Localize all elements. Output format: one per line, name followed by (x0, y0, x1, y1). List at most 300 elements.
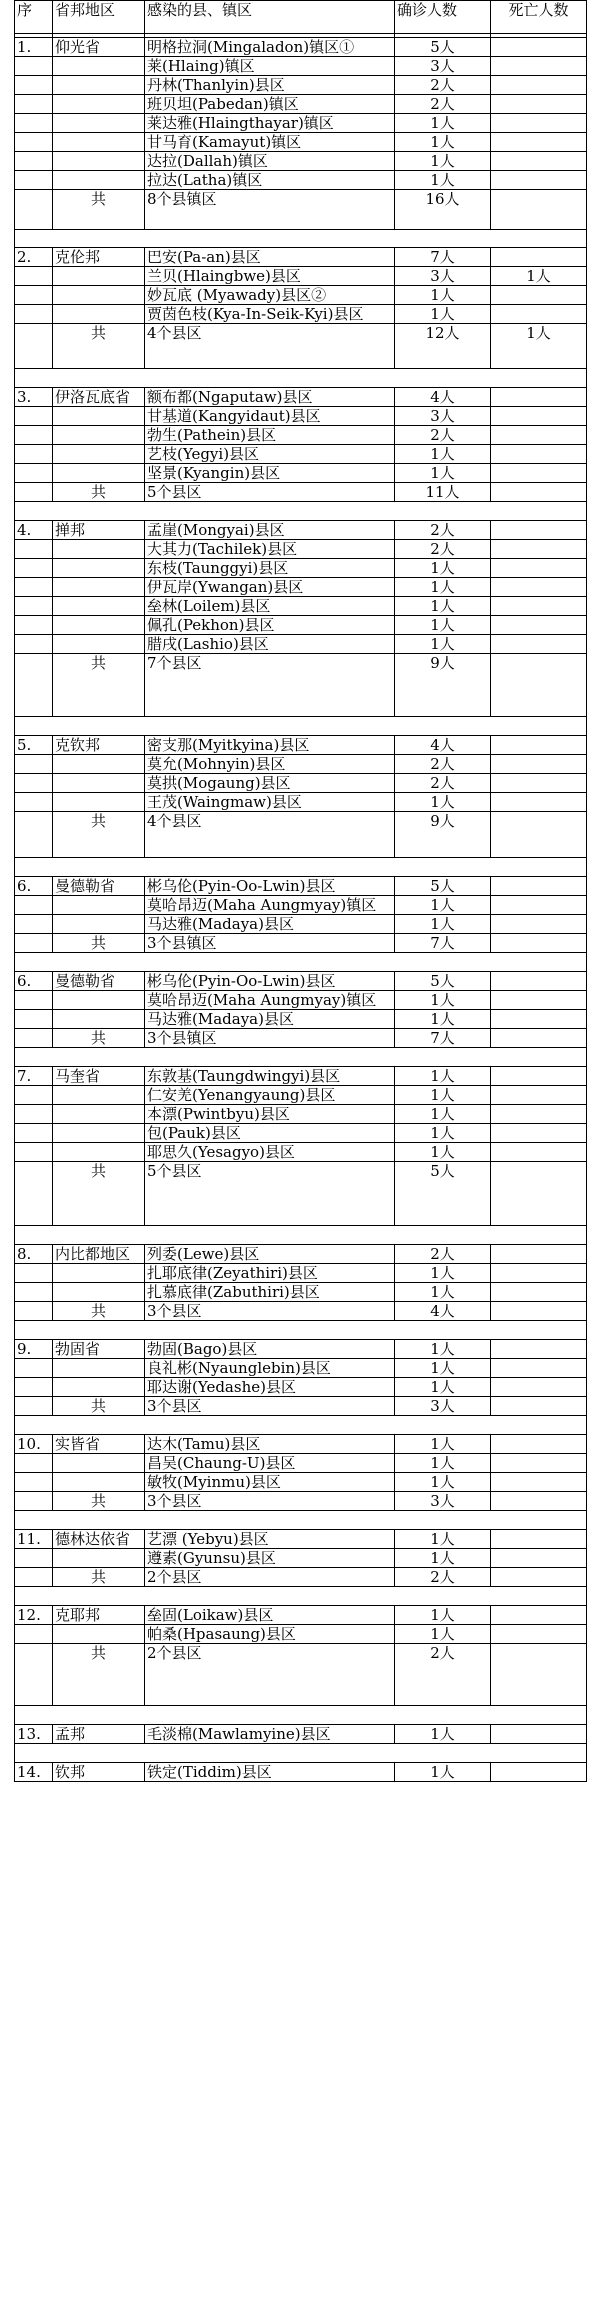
deaths-count (491, 793, 587, 812)
region-name (53, 1264, 145, 1283)
county-name: 耶达谢(Yedashe)县区 (145, 1378, 395, 1397)
region-name (53, 426, 145, 445)
row-number (15, 540, 53, 559)
row-number (15, 286, 53, 305)
region-name (53, 1086, 145, 1105)
deaths-count (491, 1359, 587, 1378)
cases-count: 1人 (395, 597, 491, 616)
gap-row (15, 1587, 587, 1606)
total-row (15, 1397, 587, 1416)
total-county-count: 5个县区 (145, 1162, 395, 1226)
row-number (15, 578, 53, 597)
cases-count: 1人 (395, 616, 491, 635)
table-row (15, 1606, 587, 1625)
row-number (15, 1264, 53, 1283)
cases-count: 5人 (395, 38, 491, 57)
region-name (53, 1378, 145, 1397)
row-number (15, 1625, 53, 1644)
cases-count: 1人 (395, 793, 491, 812)
county-name: 彬乌伦(Pyin-Oo-Lwin)县区 (145, 877, 395, 896)
gap-cell (15, 230, 587, 248)
total-deaths (491, 1302, 587, 1321)
row-number (15, 171, 53, 190)
region-name: 勃固省 (53, 1340, 145, 1359)
region-name (53, 407, 145, 426)
deaths-count (491, 635, 587, 654)
row-number (15, 114, 53, 133)
total-county-count: 3个县区 (145, 1302, 395, 1321)
total-deaths (491, 1492, 587, 1511)
total-county-count: 7个县区 (145, 654, 395, 717)
gap-row (15, 369, 587, 388)
row-number (15, 1010, 53, 1029)
county-name: 昌吴(Chaung-U)县区 (145, 1454, 395, 1473)
table-row (15, 1625, 587, 1644)
cases-count: 1人 (395, 1625, 491, 1644)
county-name: 甘基道(Kangyidaut)县区 (145, 407, 395, 426)
total-deaths (491, 1162, 587, 1226)
gap-row (15, 1706, 587, 1725)
row-number (15, 616, 53, 635)
total-label: 共 (53, 934, 145, 953)
county-name: 王茂(Waingmaw)县区 (145, 793, 395, 812)
region-name (53, 793, 145, 812)
cases-count: 1人 (395, 1549, 491, 1568)
gap-row (15, 1321, 587, 1340)
row-number (15, 464, 53, 483)
gap-cell (15, 858, 587, 877)
total-cases: 9人 (395, 812, 491, 858)
total-number-cell (15, 190, 53, 230)
table-row (15, 991, 587, 1010)
row-number: 9. (15, 1340, 53, 1359)
table-row (15, 133, 587, 152)
deaths-count (491, 388, 587, 407)
cases-count: 1人 (395, 464, 491, 483)
county-name: 彬乌伦(Pyin-Oo-Lwin)县区 (145, 972, 395, 991)
total-cases: 9人 (395, 654, 491, 717)
deaths-count (491, 1763, 587, 1782)
cases-count: 1人 (395, 1340, 491, 1359)
county-name: 额布都(Ngaputaw)县区 (145, 388, 395, 407)
row-number (15, 1378, 53, 1397)
table-row (15, 1530, 587, 1549)
cases-count: 1人 (395, 896, 491, 915)
county-name: 妙瓦底 (Myawady)县区② (145, 286, 395, 305)
header-cases: 确诊人数 (395, 1, 491, 34)
total-number-cell (15, 1162, 53, 1226)
county-name: 扎耶底律(Zeyathiri)县区 (145, 1264, 395, 1283)
county-name: 贾茵色枝(Kya-In-Seik-Kyi)县区 (145, 305, 395, 324)
total-number-cell (15, 324, 53, 369)
total-label: 共 (53, 1302, 145, 1321)
county-name: 丹林(Thanlyin)县区 (145, 76, 395, 95)
cases-count: 2人 (395, 95, 491, 114)
total-county-count: 3个县镇区 (145, 934, 395, 953)
row-number: 1. (15, 38, 53, 57)
county-name: 明格拉洞(Mingaladon)镇区① (145, 38, 395, 57)
region-name: 克耶邦 (53, 1606, 145, 1625)
table-row (15, 248, 587, 267)
region-name: 马奎省 (53, 1067, 145, 1086)
total-number-cell (15, 1302, 53, 1321)
county-name: 达木(Tamu)县区 (145, 1435, 395, 1454)
cases-count: 7人 (395, 248, 491, 267)
cases-count: 1人 (395, 1124, 491, 1143)
cases-count: 1人 (395, 1359, 491, 1378)
deaths-count (491, 877, 587, 896)
row-number (15, 305, 53, 324)
row-number (15, 407, 53, 426)
cases-count: 2人 (395, 521, 491, 540)
gap-row (15, 717, 587, 736)
table-row (15, 1454, 587, 1473)
region-name (53, 76, 145, 95)
region-name (53, 445, 145, 464)
total-county-count: 3个县区 (145, 1492, 395, 1511)
deaths-count (491, 305, 587, 324)
region-name (53, 896, 145, 915)
row-number (15, 95, 53, 114)
region-name (53, 57, 145, 76)
cases-count: 1人 (395, 578, 491, 597)
total-label: 共 (53, 1644, 145, 1706)
gap-row (15, 1511, 587, 1530)
row-number (15, 793, 53, 812)
gap-cell (15, 717, 587, 736)
total-row (15, 1644, 587, 1706)
deaths-count (491, 1264, 587, 1283)
row-number: 7. (15, 1067, 53, 1086)
header-county: 感染的县、镇区 (145, 1, 395, 34)
row-number (15, 57, 53, 76)
cases-count: 1人 (395, 1530, 491, 1549)
deaths-count (491, 540, 587, 559)
deaths-count (491, 1067, 587, 1086)
total-cases: 11人 (395, 483, 491, 502)
region-name: 仰光省 (53, 38, 145, 57)
cases-count: 1人 (395, 1067, 491, 1086)
row-number: 2. (15, 248, 53, 267)
region-name: 曼德勒省 (53, 877, 145, 896)
deaths-count (491, 445, 587, 464)
deaths-count (491, 171, 587, 190)
total-label: 共 (53, 1568, 145, 1587)
row-number: 3. (15, 388, 53, 407)
deaths-count (491, 597, 587, 616)
total-number-cell (15, 1492, 53, 1511)
gap-cell (15, 1321, 587, 1340)
gap-cell (15, 502, 587, 521)
row-number: 14. (15, 1763, 53, 1782)
cases-count: 1人 (395, 152, 491, 171)
deaths-count (491, 972, 587, 991)
county-name: 东枝(Taunggyi)县区 (145, 559, 395, 578)
region-name: 德林达依省 (53, 1530, 145, 1549)
table-row (15, 171, 587, 190)
total-deaths (491, 1644, 587, 1706)
total-cases: 12人 (395, 324, 491, 369)
table-row (15, 1359, 587, 1378)
row-number: 12. (15, 1606, 53, 1625)
row-number: 8. (15, 1245, 53, 1264)
table-row (15, 915, 587, 934)
total-number-cell (15, 1568, 53, 1587)
table-row (15, 1143, 587, 1162)
total-deaths: 1人 (491, 324, 587, 369)
region-name (53, 114, 145, 133)
table-row (15, 445, 587, 464)
deaths-count (491, 1340, 587, 1359)
deaths-count (491, 57, 587, 76)
county-name: 孟崖(Mongyai)县区 (145, 521, 395, 540)
cases-count: 1人 (395, 114, 491, 133)
deaths-count (491, 1725, 587, 1744)
deaths-count (491, 736, 587, 755)
cases-count: 1人 (395, 1086, 491, 1105)
total-row (15, 934, 587, 953)
total-row (15, 1302, 587, 1321)
deaths-count (491, 1010, 587, 1029)
region-name (53, 1143, 145, 1162)
region-name (53, 152, 145, 171)
cases-count: 3人 (395, 57, 491, 76)
cases-count: 2人 (395, 774, 491, 793)
table-row (15, 1378, 587, 1397)
table-row (15, 877, 587, 896)
county-name: 巴安(Pa-an)县区 (145, 248, 395, 267)
total-label: 共 (53, 324, 145, 369)
gap-cell (15, 1511, 587, 1530)
total-number-cell (15, 483, 53, 502)
cases-count: 1人 (395, 133, 491, 152)
gap-row (15, 953, 587, 972)
cases-count: 2人 (395, 1245, 491, 1264)
table-row (15, 305, 587, 324)
total-row (15, 324, 587, 369)
table-row (15, 736, 587, 755)
region-name (53, 1105, 145, 1124)
deaths-count (491, 1124, 587, 1143)
table-row (15, 38, 587, 57)
region-name (53, 1454, 145, 1473)
table-row (15, 635, 587, 654)
row-number (15, 915, 53, 934)
region-name (53, 1625, 145, 1644)
cases-count: 1人 (395, 286, 491, 305)
county-name: 班贝坦(Pabedan)镇区 (145, 95, 395, 114)
deaths-count (491, 616, 587, 635)
region-name (53, 597, 145, 616)
table-row (15, 152, 587, 171)
row-number: 13. (15, 1725, 53, 1744)
table-row (15, 426, 587, 445)
county-name: 敏牧(Myinmu)县区 (145, 1473, 395, 1492)
region-name (53, 267, 145, 286)
total-county-count: 4个县区 (145, 812, 395, 858)
row-number: 4. (15, 521, 53, 540)
row-number (15, 76, 53, 95)
total-deaths (491, 934, 587, 953)
row-number (15, 1549, 53, 1568)
total-label: 共 (53, 1029, 145, 1048)
cases-count: 1人 (395, 445, 491, 464)
deaths-count (491, 133, 587, 152)
total-number-cell (15, 934, 53, 953)
header-deaths: 死亡人数 (491, 1, 587, 34)
total-row (15, 483, 587, 502)
deaths-count (491, 1378, 587, 1397)
total-cases: 3人 (395, 1397, 491, 1416)
cases-count: 2人 (395, 426, 491, 445)
region-name: 实皆省 (53, 1435, 145, 1454)
region-name (53, 286, 145, 305)
gap-row (15, 1744, 587, 1763)
gap-row (15, 1226, 587, 1245)
region-name (53, 95, 145, 114)
total-county-count: 2个县区 (145, 1644, 395, 1706)
region-name (53, 635, 145, 654)
deaths-count (491, 1245, 587, 1264)
table-row (15, 114, 587, 133)
county-name: 列委(Lewe)县区 (145, 1245, 395, 1264)
cases-count: 1人 (395, 991, 491, 1010)
row-number: 5. (15, 736, 53, 755)
county-name: 艺漂 (Yebyu)县区 (145, 1530, 395, 1549)
cases-count: 5人 (395, 877, 491, 896)
table-row (15, 1264, 587, 1283)
county-name: 勃固(Bago)县区 (145, 1340, 395, 1359)
total-deaths (491, 190, 587, 230)
deaths-count (491, 1086, 587, 1105)
row-number: 10. (15, 1435, 53, 1454)
total-label: 共 (53, 812, 145, 858)
region-name (53, 991, 145, 1010)
total-cases: 2人 (395, 1644, 491, 1706)
cases-count: 2人 (395, 755, 491, 774)
row-number (15, 1086, 53, 1105)
table-row (15, 1067, 587, 1086)
total-row (15, 1162, 587, 1226)
county-name: 腊戌(Lashio)县区 (145, 635, 395, 654)
region-name (53, 774, 145, 793)
county-name: 佩孔(Pekhon)县区 (145, 616, 395, 635)
deaths-count (491, 896, 587, 915)
table-row (15, 1473, 587, 1492)
county-name: 马达雅(Madaya)县区 (145, 915, 395, 934)
table-row (15, 1725, 587, 1744)
cases-count: 1人 (395, 1143, 491, 1162)
county-name: 铁定(Tiddim)县区 (145, 1763, 395, 1782)
county-name: 垒林(Loilem)县区 (145, 597, 395, 616)
row-number (15, 445, 53, 464)
total-row (15, 1492, 587, 1511)
table-row (15, 597, 587, 616)
total-row (15, 812, 587, 858)
cases-count: 1人 (395, 305, 491, 324)
county-name: 垒固(Loikaw)县区 (145, 1606, 395, 1625)
cases-count: 1人 (395, 1725, 491, 1744)
county-name: 良礼彬(Nyaunglebin)县区 (145, 1359, 395, 1378)
region-name (53, 464, 145, 483)
table-row (15, 388, 587, 407)
county-name: 坚景(Kyangin)县区 (145, 464, 395, 483)
deaths-count (491, 1143, 587, 1162)
header-region: 省邦地区 (53, 1, 145, 34)
county-name: 毛淡棉(Mawlamyine)县区 (145, 1725, 395, 1744)
deaths-count (491, 248, 587, 267)
deaths-count (491, 1454, 587, 1473)
county-name: 扎慕底律(Zabuthiri)县区 (145, 1283, 395, 1302)
region-name (53, 133, 145, 152)
county-name: 艺枝(Yegyi)县区 (145, 445, 395, 464)
total-cases: 4人 (395, 1302, 491, 1321)
cases-count: 1人 (395, 915, 491, 934)
row-number (15, 1283, 53, 1302)
total-label: 共 (53, 483, 145, 502)
total-cases: 2人 (395, 1568, 491, 1587)
row-number (15, 1454, 53, 1473)
total-number-cell (15, 654, 53, 717)
county-name: 仁安羌(Yenangyaung)县区 (145, 1086, 395, 1105)
cases-count: 1人 (395, 1105, 491, 1124)
deaths-count (491, 1625, 587, 1644)
county-name: 莱(Hlaing)镇区 (145, 57, 395, 76)
county-name: 遵素(Gyunsu)县区 (145, 1549, 395, 1568)
county-name: 大其力(Tachilek)县区 (145, 540, 395, 559)
table-row (15, 1340, 587, 1359)
total-cases: 7人 (395, 1029, 491, 1048)
total-deaths (491, 483, 587, 502)
total-row (15, 1029, 587, 1048)
total-county-count: 3个县区 (145, 1397, 395, 1416)
county-name: 耶思久(Yesagyo)县区 (145, 1143, 395, 1162)
row-number (15, 133, 53, 152)
cases-count: 3人 (395, 407, 491, 426)
table-row (15, 464, 587, 483)
region-name: 克钦邦 (53, 736, 145, 755)
deaths-count (491, 152, 587, 171)
table-row (15, 267, 587, 286)
table-row (15, 1435, 587, 1454)
deaths-count (491, 1435, 587, 1454)
row-number (15, 896, 53, 915)
region-name (53, 1283, 145, 1302)
county-name: 本漂(Pwintbyu)县区 (145, 1105, 395, 1124)
county-name: 包(Pauk)县区 (145, 1124, 395, 1143)
table-row (15, 57, 587, 76)
table-row (15, 774, 587, 793)
deaths-count (491, 38, 587, 57)
region-name: 曼德勒省 (53, 972, 145, 991)
region-name: 钦邦 (53, 1763, 145, 1782)
region-name (53, 559, 145, 578)
cases-count: 3人 (395, 267, 491, 286)
covid-cases-table (14, 0, 587, 1782)
table-row (15, 76, 587, 95)
table-row (15, 1086, 587, 1105)
total-county-count: 8个县镇区 (145, 190, 395, 230)
total-cases: 7人 (395, 934, 491, 953)
county-name: 伊瓦岸(Ywangan)县区 (145, 578, 395, 597)
row-number: 11. (15, 1530, 53, 1549)
total-deaths (491, 1568, 587, 1587)
table-row (15, 1283, 587, 1302)
table-row (15, 559, 587, 578)
cases-count: 1人 (395, 1010, 491, 1029)
total-deaths (491, 1397, 587, 1416)
row-number (15, 1105, 53, 1124)
